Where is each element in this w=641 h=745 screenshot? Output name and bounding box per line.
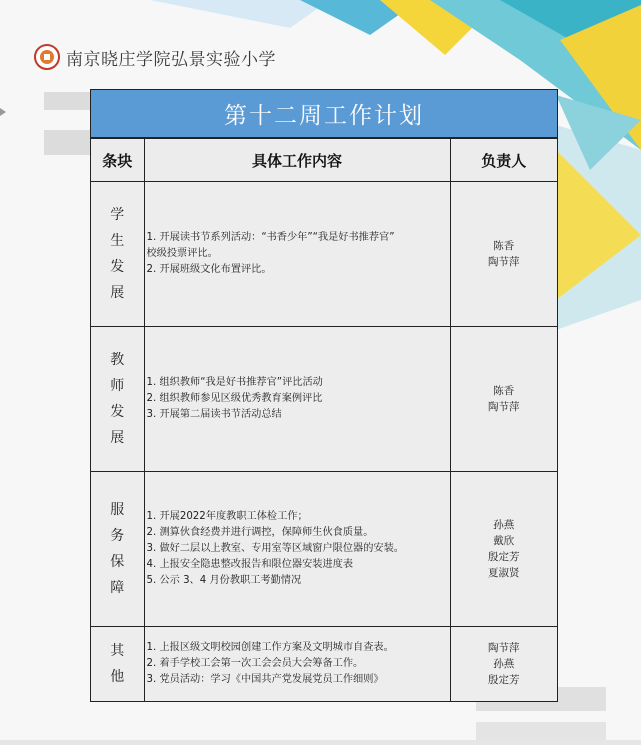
category-char: 他	[110, 669, 125, 685]
content-cell	[144, 472, 450, 627]
content-item: 3. 做好二层以上教室、专用室等区域窗户限位器的安装。	[146, 543, 404, 554]
table-row	[91, 627, 557, 702]
owner-name: 陶节萍	[488, 401, 520, 413]
school-logo	[34, 42, 276, 72]
category-char: 保	[110, 554, 125, 570]
content-item: 2. 开展班级文化布置评比。	[146, 264, 272, 275]
category-char: 展	[110, 285, 125, 301]
header-category: 条块	[91, 139, 144, 182]
content-item: 校级投票评比。	[146, 248, 218, 259]
category-cell	[91, 327, 144, 472]
category-cell	[91, 627, 144, 702]
category-char: 教	[110, 352, 125, 368]
content-item: 1. 上报区级文明校园创建工作方案及文明城市自查表。	[146, 642, 394, 653]
table-row	[91, 327, 557, 472]
content-item: 4. 上报安全隐患整改报告和限位器安装进度表	[146, 559, 354, 570]
content-cell	[144, 627, 450, 702]
header-content: 具体工作内容	[144, 139, 450, 182]
owner-name: 陈香	[493, 240, 515, 252]
content-item: 2. 测算伙食经费并进行调控，保障师生伙食质量。	[146, 527, 374, 538]
category-char: 生	[110, 233, 125, 249]
content-item: 1. 开展读书节系列活动：“书香少年”“我是好书推荐官”	[146, 232, 395, 243]
category-char: 障	[110, 580, 125, 596]
content-item: 1. 开展2022年度教职工体检工作；	[146, 511, 308, 522]
content-item: 3. 党员活动：学习《中国共产党发展党员工作细则》	[146, 674, 384, 685]
owner-cell	[450, 182, 557, 327]
content-item: 2. 着手学校工会第一次工会会员大会筹备工作。	[146, 658, 364, 669]
category-char: 服	[110, 502, 125, 518]
category-char: 发	[110, 259, 125, 275]
work-plan-table	[90, 89, 558, 702]
content-item: 1. 组织教师“我是好书推荐官”评比活动	[146, 377, 323, 388]
header-row	[91, 139, 557, 182]
school-emblem-icon	[34, 44, 60, 70]
owner-name: 孙燕	[493, 658, 515, 670]
content-cell	[144, 327, 450, 472]
owner-name: 陈香	[493, 385, 515, 397]
owner-cell	[450, 472, 557, 627]
table-row	[91, 182, 557, 327]
content-item: 2. 组织教师参见区级优秀教育案例评比	[146, 393, 323, 404]
owner-name: 夏淑贤	[488, 567, 520, 579]
content-item: 5. 公示 3、4 月份教职工考勤情况	[146, 575, 302, 586]
content-item: 3. 开展第二届读书节活动总结	[146, 409, 282, 420]
category-char: 发	[110, 404, 125, 420]
school-name: 南京晓庄学院弘景实验小学	[66, 49, 276, 70]
category-char: 学	[110, 207, 125, 223]
owner-name: 陶节萍	[488, 642, 520, 654]
category-char: 其	[110, 643, 125, 659]
owner-name: 陶节萍	[488, 256, 520, 268]
header-owner: 负责人	[450, 139, 557, 182]
plan-grid	[91, 138, 557, 701]
owner-name: 戴欣	[493, 535, 515, 547]
category-cell	[91, 472, 144, 627]
category-char: 务	[110, 528, 125, 544]
owner-cell	[450, 327, 557, 472]
owner-name: 殷定芳	[488, 551, 520, 563]
plan-title: 第十二周工作计划	[91, 90, 557, 138]
owner-cell	[450, 627, 557, 702]
owner-name: 孙燕	[493, 519, 515, 531]
table-row	[91, 472, 557, 627]
owner-name: 殷定芳	[488, 674, 520, 686]
category-char: 展	[110, 430, 125, 446]
category-cell	[91, 182, 144, 327]
content-cell	[144, 182, 450, 327]
category-char: 师	[110, 378, 125, 394]
